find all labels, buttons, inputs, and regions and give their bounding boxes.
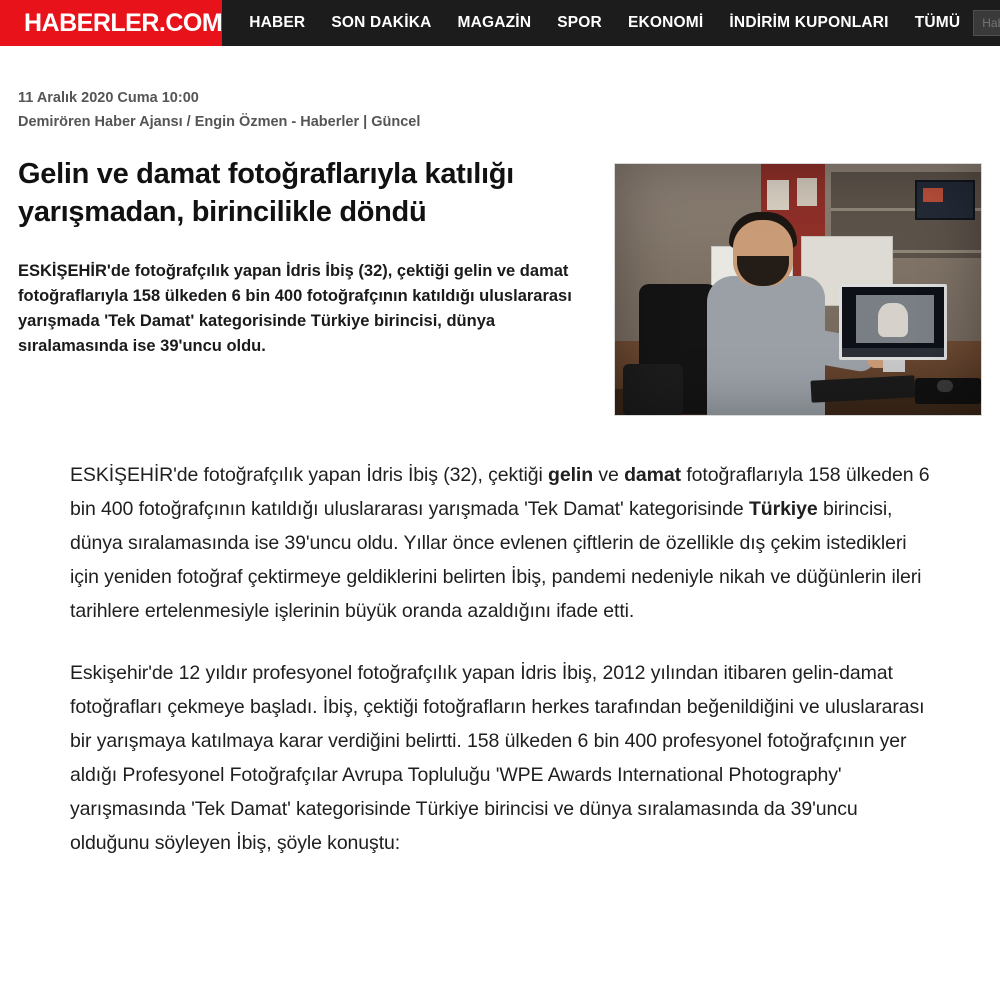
paragraph-text-run: ve — [593, 464, 625, 486]
nav-item-ekonomi[interactable]: EKONOMİ — [627, 14, 704, 31]
search-area — [973, 0, 1000, 46]
headline-and-photo — [18, 155, 982, 416]
nav-item-haber[interactable]: HABER — [249, 14, 306, 31]
article-date: 11 Aralık 2020 Cuma 10:00 — [18, 90, 199, 106]
article-paragraph — [70, 656, 930, 860]
paragraph-bold-run: damat — [624, 464, 682, 486]
article-source: Demirören Haber Ajansı / Engin Özmen - Haberler | Güncel — [18, 114, 421, 130]
paragraph-text-run: birincisi, dünya sıralamasında ise 39'uncu oldu. Yıllar önce evlenen çiftlerin de özellikle dış çekim istedikleri için yeniden fotoğraf çektirmeye geldiklerini belirten İbiş, pandemi nedeniyle nikah ve düğünlerin ileri tarihlere ertelenmesiyle işlerinin büyük oranda azaldığını ifade etti. — [70, 498, 922, 622]
article-header-area — [0, 88, 1000, 416]
logo-suffix: .COM — [158, 8, 223, 37]
paragraph-text-run: Eskişehir'de 12 yıldır profesyonel fotoğrafçılık yapan İdris İbiş, 2012 yılından itibaren gelin-damat fotoğrafları çekmeye başladı. İbiş, çektiği fotoğrafların herkes tarafından beğenildiğini ve uluslararası bir yarışmaya katılmaya karar verdiğini belirtti. 158 ülkeden 6 bin 400 profesyonel fotoğrafçının yer aldığı Profesyonel Fotoğrafçılar Avrupa Topluluğu 'WPE Awards International Photography' yarışmasında 'Tek Damat' kategorisinde Türkiye birincisi ve dünya sıralamasında da 39'uncu olduğunu söyleyen İbiş, şöyle konuştu: — [70, 662, 925, 854]
paragraph-text-run: ESKİŞEHİR'de fotoğrafçılık yapan İdris İbiş (32), çektiği — [70, 464, 549, 486]
page-title: Gelin ve damat fotoğraflarıyla katılığı yarışmadan, birincilikle döndü — [18, 158, 514, 228]
article-meta — [18, 88, 982, 133]
nav-item-son-dakika[interactable]: SON DAKİKA — [331, 14, 432, 31]
paragraph-bold-run: Türkiye — [748, 498, 818, 520]
nav-item-indirim-kuponlari[interactable]: İNDİRİM KUPONLARI — [729, 14, 889, 31]
paragraph-bold-run: gelin — [548, 464, 594, 486]
nav-item-tumu[interactable]: TÜMÜ — [914, 14, 961, 31]
nav-item-magazin[interactable]: MAGAZİN — [457, 14, 532, 31]
site-logo-text — [24, 9, 222, 38]
article-photo-wrap — [614, 163, 982, 416]
paragraph-text-run: fotoğraflarıyla 158 ülkeden 6 bin 400 fotoğrafçının katıldığı uluslararası yarışmada 'Tek Damat' kategorisinde — [70, 464, 930, 520]
article-photo — [614, 163, 982, 416]
logo-main: HABERLER — [24, 8, 159, 37]
main-nav — [222, 0, 973, 46]
search-box[interactable] — [973, 10, 1000, 36]
headline-column — [18, 155, 598, 416]
nav-item-spor[interactable]: SPOR — [557, 14, 602, 31]
photo-vignette — [615, 164, 981, 415]
site-logo[interactable] — [0, 0, 222, 46]
search-input[interactable] — [974, 11, 1000, 35]
article-paragraph — [70, 458, 930, 628]
article-body — [50, 458, 950, 860]
site-header — [0, 0, 1000, 46]
article-lead: ESKİŞEHİR'de fotoğrafçılık yapan İdris İbiş (32), çektiği gelin ve damat fotoğraflarıyla 158 ülkeden 6 bin 400 fotoğrafçının katıldığı uluslararası yarışmada 'Tek Damat' kategorisinde Türkiye birincisi, dünya sıralamasında ise 39'uncu oldu. — [18, 262, 572, 355]
